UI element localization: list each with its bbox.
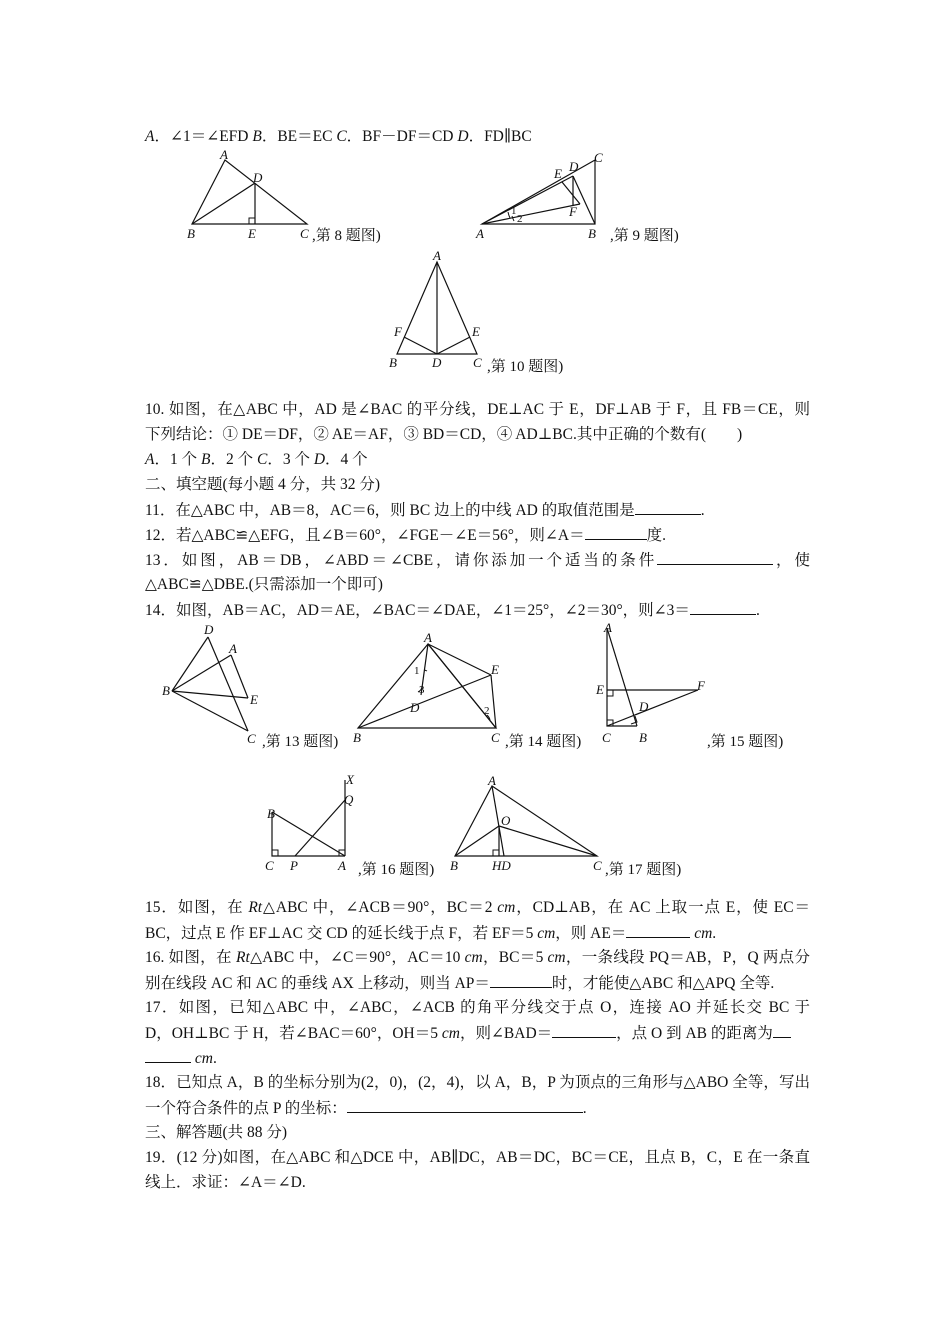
- fig14-label-e: E: [491, 662, 499, 677]
- fig9-label-e: E: [554, 166, 562, 181]
- fig16-label-b: B: [267, 806, 275, 821]
- q15-answer-blank[interactable]: [626, 923, 690, 938]
- q14-end: .: [755, 602, 760, 619]
- q15-text-5: ，则 AE＝: [555, 925, 627, 942]
- q17-answer-blank-2b[interactable]: [145, 1048, 191, 1063]
- fig8-label-c: C: [300, 226, 309, 241]
- fig8-caption: ,第 8 题图): [312, 228, 381, 244]
- fig14-label-c: C: [491, 730, 500, 745]
- q9-options: [145, 127, 810, 147]
- q12-text: 12．若△ABC≌△EFG，且∠B＝60°，∠FGE－∠E＝56°，则∠A＝: [145, 527, 585, 544]
- fig15-label-f: F: [697, 678, 705, 693]
- q9-option-b: ．BE＝EC: [261, 128, 337, 145]
- q10-options: [145, 450, 810, 470]
- figure-10: [385, 248, 490, 373]
- q15-line-2: [145, 923, 810, 944]
- q15-text-2: △ABC 中，∠ACB＝90°，BC＝2: [262, 899, 498, 916]
- fig10-caption: ,第 10 题图): [487, 359, 564, 375]
- fig16-label-c: C: [265, 858, 274, 873]
- fig15-label-d: D: [639, 699, 649, 714]
- fig14-angle-1: 1: [414, 665, 420, 677]
- q15-end: .: [712, 925, 717, 942]
- q12-end: 度.: [646, 527, 666, 544]
- q16-line-2: [145, 973, 810, 994]
- q10-option-b-letter: B: [200, 451, 211, 468]
- q15-text-4: BC，过点 E 作 EF⊥AC 交 CD 的延长线于点 F，若 EF＝5: [145, 925, 538, 942]
- fig13-label-c: C: [247, 731, 256, 746]
- q11-answer-blank[interactable]: [635, 500, 701, 515]
- q15-text-1: 15．如图，在: [145, 899, 249, 916]
- q11-text: 11．在△ABC 中，AB＝8，AC＝6，则 BC 边上的中线 AD 的取值范围是: [145, 502, 635, 519]
- q9-option-d-letter: D: [457, 128, 469, 145]
- q16-text-2: △ABC 中，∠C＝90°，AC＝10: [249, 949, 465, 966]
- fig9-label-c: C: [594, 150, 603, 165]
- fig15-label-c: C: [602, 730, 611, 745]
- q13-line-2: △ABC≌△DBE.(只需添加一个即可): [145, 576, 383, 593]
- q16-text-1: 16. 如图，在: [145, 949, 236, 966]
- q15-unit-1: cm: [497, 899, 516, 916]
- fig9-angle-2: 2: [517, 213, 523, 225]
- q16-unit-1: cm: [464, 949, 483, 966]
- fig13-label-a: A: [229, 641, 237, 656]
- q19-line-1: 19．(12 分)如图，在△ABC 和△DCE 中，AB∥DC，AB＝DC，BC＝CE，且点 B，C，E 在一条直: [145, 1149, 810, 1166]
- q18-line-1: 18．已知点 A，B 的坐标分别为(2，0)，(2，4)，以 A，B，P 为顶点的三角形与△ABO 全等，写出: [145, 1074, 810, 1091]
- figure-17: [445, 772, 615, 876]
- q18-line-2: [145, 1098, 810, 1119]
- fig10-label-a: A: [433, 248, 441, 263]
- q12-answer-blank[interactable]: [585, 525, 647, 540]
- fig17-caption: ,第 17 题图): [605, 862, 682, 878]
- fig16-label-x: X: [346, 772, 354, 787]
- q19-line-2: 线上．求证：∠A＝∠D.: [145, 1174, 306, 1191]
- fig10-label-e: E: [472, 324, 480, 339]
- q14-answer-blank[interactable]: [690, 600, 756, 615]
- fig14-label-d: D: [410, 700, 420, 715]
- q10-option-c: ．3 个: [267, 451, 314, 468]
- q17-unit-2: cm: [194, 1050, 213, 1067]
- fig13-label-b: B: [162, 683, 170, 698]
- q14-text: 14．如图，AB＝AC，AD＝AE，∠BAC＝∠DAE，∠1＝25°，∠2＝30°，则∠3＝: [145, 602, 690, 619]
- fig17-label-b: B: [450, 858, 458, 873]
- fig17-label-hd: HD: [492, 858, 511, 873]
- q9-option-b-letter: B: [252, 128, 262, 145]
- fig9-angle-1: 1: [511, 205, 517, 217]
- q10-option-d: ．4 个: [325, 451, 368, 468]
- figure-8: [180, 148, 320, 243]
- q16-unit-2: cm: [547, 949, 566, 966]
- q17-answer-blank-1[interactable]: [552, 1023, 616, 1038]
- q13-end: ，使: [773, 552, 810, 569]
- q15-text-3: ，CD⊥AB，在 AC 上取一点 E，使 EC＝: [515, 899, 810, 916]
- fig14-label-a: A: [424, 630, 432, 645]
- q15-line-1: [145, 898, 810, 918]
- fig10-label-b: B: [389, 355, 397, 370]
- q13-line-1: [145, 550, 810, 571]
- q17-line-1: 17．如图，已知△ABC 中，∠ABC，∠ACB 的角平分线交于点 O，连接 AO 并延长交 BC 于: [145, 999, 810, 1016]
- q17-line-3: [145, 1048, 810, 1069]
- fig17-label-c: C: [593, 858, 602, 873]
- fig8-label-d: D: [253, 170, 263, 185]
- q16-text-4: ，一条线段 PQ＝AB，P，Q 两点分: [565, 949, 810, 966]
- fig13-label-d: D: [204, 622, 214, 637]
- fig9-label-a: A: [476, 226, 484, 241]
- q17-end: .: [212, 1050, 217, 1067]
- fig10-label-f: F: [394, 324, 402, 339]
- q10-line-1: 10. 如图，在△ABC 中，AD 是∠BAC 的平分线，DE⊥AC 于 E，DF⊥AB 于 F，且 FB＝CE，则: [145, 401, 810, 418]
- fig10-label-d: D: [432, 355, 442, 370]
- q16-text-5: 别在线段 AC 和 AC 的垂线 AX 上移动，则当 AP＝: [145, 975, 490, 992]
- fig8-label-e: E: [248, 226, 256, 241]
- q16-rt: Rt: [235, 949, 250, 966]
- q13-text: 13．如图，AB＝DB，∠ABD＝∠CBE，请你添加一个适当的条件: [145, 552, 658, 569]
- q16-text-6: 时，才能使△ABC 和△APQ 全等.: [551, 975, 775, 992]
- q15-rt: Rt: [248, 899, 263, 916]
- q10-option-c-letter: C: [256, 451, 268, 468]
- fig14-caption: ,第 14 题图): [505, 734, 582, 750]
- q10-line-2: 下列结论：① DE＝DF，② AE＝AF，③ BD＝CD，④ AD⊥BC.其中正确的个数有( ): [145, 426, 743, 443]
- q9-option-a-letter: A: [145, 128, 155, 145]
- q9-option-c-letter: C: [336, 128, 347, 145]
- fig16-label-q: Q: [344, 792, 354, 807]
- fig9-label-d: D: [569, 159, 579, 174]
- fig15-label-b: B: [639, 730, 647, 745]
- q15-unit-3: cm: [694, 925, 713, 942]
- figure-14: [348, 630, 508, 745]
- q17-line-2: [145, 1023, 810, 1044]
- q10-option-d-letter: D: [313, 451, 326, 468]
- figure-9: [470, 148, 615, 243]
- q11-end: .: [700, 502, 705, 519]
- q10-option-b: ．2 个: [210, 451, 257, 468]
- q18-answer-blank[interactable]: [347, 1098, 583, 1113]
- q9-option-a: ．∠1＝∠EFD: [154, 128, 253, 145]
- section-3-heading: 三、解答题(共 88 分): [145, 1124, 288, 1141]
- q16-text-3: ，BC＝5: [482, 949, 548, 966]
- q16-line-1: [145, 948, 810, 968]
- q18-text: 一个符合条件的点 P 的坐标：: [145, 1100, 347, 1117]
- figure-13: [158, 622, 268, 747]
- fig16-label-a: A: [338, 858, 346, 873]
- fig9-label-f: F: [569, 204, 577, 219]
- fig15-caption: ,第 15 题图): [707, 734, 784, 750]
- q17-unit-1: cm: [441, 1025, 460, 1042]
- q13-answer-blank[interactable]: [657, 550, 773, 565]
- q17-text-2: ，则∠BAD＝: [459, 1025, 553, 1042]
- fig14-angle-2: 2: [484, 705, 490, 717]
- figure-16: [260, 770, 370, 878]
- q18-end: .: [582, 1100, 587, 1117]
- fig13-label-e: E: [250, 692, 258, 707]
- fig9-label-b: B: [588, 226, 596, 241]
- fig14-angle-3: 3: [419, 684, 425, 696]
- q17-answer-blank-2a[interactable]: [773, 1023, 791, 1038]
- fig9-caption: ,第 9 题图): [610, 228, 679, 244]
- q11: [145, 500, 810, 521]
- fig16-caption: ,第 16 题图): [358, 862, 435, 878]
- section-2-heading: 二、填空题(每小题 4 分，共 32 分): [145, 476, 381, 493]
- q17-text-1: D，OH⊥BC 于 H，若∠BAC＝60°，OH＝5: [145, 1025, 442, 1042]
- q10-option-a-letter: A: [145, 451, 155, 468]
- fig17-label-a: A: [488, 773, 496, 788]
- q15-unit-2: cm: [537, 925, 556, 942]
- fig8-label-a: A: [220, 148, 228, 162]
- fig14-label-b: B: [353, 730, 361, 745]
- q9-option-c: ．BF－DF＝CD: [346, 128, 458, 145]
- fig16-label-p: P: [290, 858, 298, 873]
- fig10-label-c: C: [473, 355, 482, 370]
- fig15-label-a: A: [604, 620, 612, 635]
- fig17-label-o: O: [501, 813, 511, 828]
- q12: [145, 525, 810, 546]
- q10-option-a: ．1 个: [154, 451, 201, 468]
- q16-answer-blank[interactable]: [490, 973, 552, 988]
- q9-option-d: ．FD∥BC: [468, 128, 532, 145]
- fig15-label-e: E: [596, 682, 604, 697]
- q17-text-3: ，点 O 到 AB 的距离为: [616, 1025, 773, 1042]
- figure-15: [593, 618, 718, 746]
- fig8-label-b: B: [187, 226, 195, 241]
- fig13-caption: ,第 13 题图): [262, 734, 339, 750]
